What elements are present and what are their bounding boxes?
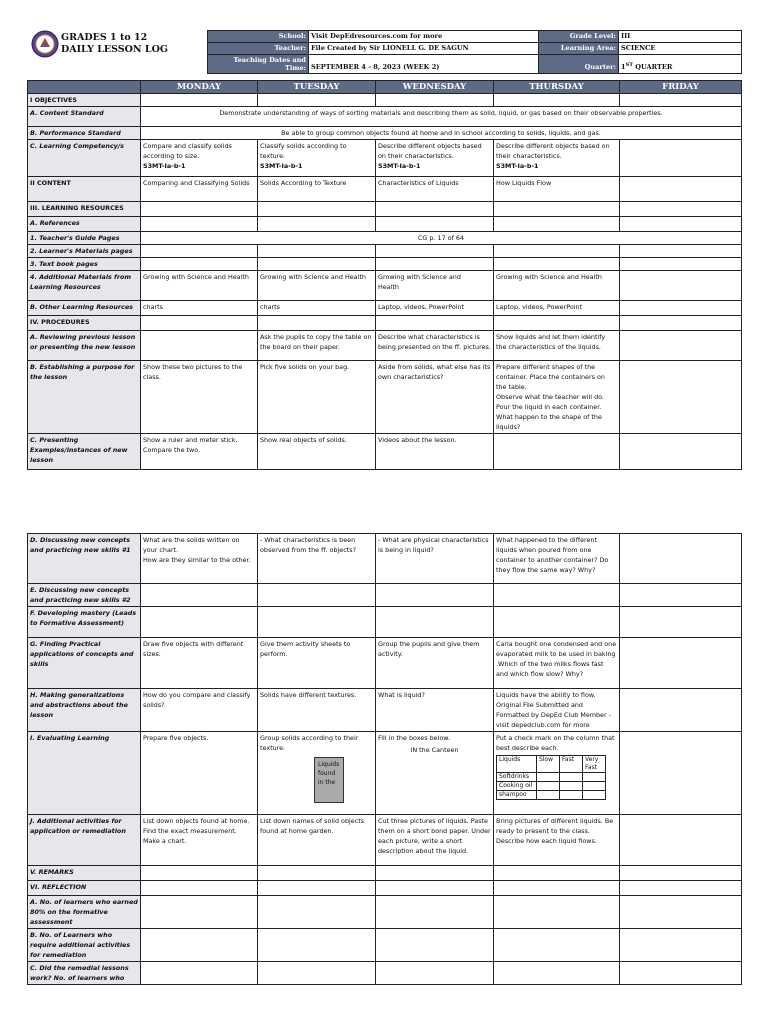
cell-wednesday: Cut three pictures of liquids. Paste them on a short bond paper. Under each picture, write a short description about the liquid.: [376, 815, 494, 866]
row-ii-content: [28, 177, 742, 202]
cell-thursday: [494, 316, 620, 331]
cell-line: Observe what the teacher will do. Pour the liquid in each container. What happen to the shape of the liquids?: [496, 393, 604, 431]
day-header-monday: MONDAY: [141, 81, 258, 94]
cell-thursday: [494, 245, 620, 258]
dates-label-line-2: Time:: [284, 64, 306, 72]
row-a-no-of-learners-who-earned-80-on-the-fo: [28, 896, 742, 929]
row-e-discussing-new-concepts-and-practicing: [28, 584, 742, 607]
cell-line: S3MT-Ia-b-1: [378, 162, 421, 170]
header-info-table: [207, 30, 742, 74]
title-line-1: GRADES 1 to 12: [61, 32, 148, 43]
cell-tuesday: [258, 316, 376, 331]
cell-wednesday: What is liquid?: [376, 689, 494, 732]
cell-friday: [620, 271, 742, 301]
cell-wednesday: - What are physical characteristics is being in liquid?: [376, 534, 494, 584]
row-label: VI. REFLECTION: [28, 881, 141, 896]
row-4-additional-materials-from-learning-res: [28, 271, 742, 301]
row-label: E. Discussing new concepts and practicing new skills #2: [28, 584, 141, 607]
cell-friday: [620, 962, 742, 985]
cell-monday: [141, 929, 258, 962]
cell-tuesday: Solids have different textures.: [258, 689, 376, 732]
mini-check-cell: [560, 791, 583, 800]
dates-label: [208, 55, 309, 74]
cell-monday: Growing with Science and Health: [141, 271, 258, 301]
cell-wednesday: [376, 962, 494, 985]
day-header-row: [28, 81, 742, 94]
row-3-text-book-pages: [28, 258, 742, 271]
mini-header-fast: Fast: [560, 756, 583, 773]
cell-line: How are they similar to the other.: [143, 556, 251, 564]
cell-tuesday: Solids According to Texture: [258, 177, 376, 202]
cell-thursday: Growing with Science and Health: [494, 271, 620, 301]
cell-monday: How do you compare and classify solids?: [141, 689, 258, 732]
cell-tuesday: charts: [258, 301, 376, 316]
cell-monday: [141, 202, 258, 217]
row-label: I. Evaluating Learning: [28, 732, 141, 815]
cell-tuesday: [258, 217, 376, 232]
cell-thursday: [494, 896, 620, 929]
cell-tuesday: Pick five solids on your bag.: [258, 361, 376, 434]
cell-line: Compare and classify solids according to size.: [143, 142, 232, 160]
cell-monday: [141, 258, 258, 271]
day-header-tuesday: TUESDAY: [258, 81, 376, 94]
cell-tuesday: [258, 607, 376, 638]
row-span-cell: Demonstrate understanding of ways of sorting materials and describing them as solid, liquid, or gas based on their observable properties.: [141, 107, 742, 127]
cell-tuesday: Give them activity sheets to perform.: [258, 638, 376, 689]
cell-friday: [620, 94, 742, 107]
area-label: Learning Area:: [539, 43, 619, 55]
cell-thursday: [494, 140, 620, 177]
row-c-presenting-examples-instances-of-new-l: [28, 434, 742, 470]
cell-thursday: Put a check mark on the column that best describe each. Liquids Slow Fast Very Fast Softdrinks Cooking oil shampoo: [494, 732, 620, 815]
cell-thursday: [494, 258, 620, 271]
row-label: III. LEARNING RESOURCES: [28, 202, 141, 217]
corner-cell: [28, 81, 141, 94]
grade-label: Grade Level:: [539, 31, 619, 43]
row-label: II CONTENT: [28, 177, 141, 202]
mini-header-very-fast: Very Fast: [583, 756, 606, 773]
row-span-cell: Be able to group common objects found at home and in school according to solids, liquids, and gas.: [141, 127, 742, 140]
cell-thursday: [494, 866, 620, 881]
cell-wednesday: Group the pupils and give them activity.: [376, 638, 494, 689]
row-label: V. REMARKS: [28, 866, 141, 881]
quarter-value: [619, 55, 742, 74]
row-label: A. Reviewing previous lesson or presenting the new lesson: [28, 331, 141, 361]
row-v-remarks: [28, 866, 742, 881]
cell-friday: [620, 584, 742, 607]
cell-friday: [620, 301, 742, 316]
cell-wednesday: [376, 866, 494, 881]
liquid-flow-check-table: [496, 755, 606, 800]
cell-thursday: [494, 202, 620, 217]
cell-line: Describe different objects based on their characteristics.: [378, 142, 482, 160]
cell-monday: [141, 896, 258, 929]
cell-tuesday: [258, 202, 376, 217]
cell-line: Health: [378, 283, 399, 291]
cell-monday: [141, 534, 258, 584]
row-label: B. No. of Learners who require additional activities for remediation: [28, 929, 141, 962]
cell-friday: [620, 689, 742, 732]
cell-monday: charts: [141, 301, 258, 316]
row-label: B. Establishing a purpose for the lesson: [28, 361, 141, 434]
cell-thursday: Bring pictures of different liquids. Be ready to present to the class. Describe how each liquid flows.: [494, 815, 620, 866]
row-g-finding-practical-applications-of-conc: [28, 638, 742, 689]
row-label: J. Additional activities for application or remediation: [28, 815, 141, 866]
mini-header-liquids: Liquids: [497, 756, 537, 773]
school-label: School:: [208, 31, 309, 43]
row-label: D. Discussing new concepts and practicing new skills #1: [28, 534, 141, 584]
day-header-wednesday: WEDNESDAY: [376, 81, 494, 94]
cell-line: S3MT-Ia-b-1: [496, 162, 539, 170]
mini-row-liquid: Softdrinks: [497, 773, 537, 782]
quarter-number: 1: [621, 63, 626, 71]
cell-wednesday: [376, 316, 494, 331]
mini-check-cell: [537, 782, 560, 791]
row-label: IV. PROCEDURES: [28, 316, 141, 331]
cell-monday: [141, 881, 258, 896]
mini-row: [497, 773, 606, 782]
row-a-references: [28, 217, 742, 232]
cell-thursday: [494, 361, 620, 434]
cell-monday: [141, 866, 258, 881]
cell-friday: [620, 534, 742, 584]
mini-check-cell: [537, 773, 560, 782]
row-label: A. No. of learners who earned 80% on the formative assessment: [28, 896, 141, 929]
quarter-word: QUARTER: [632, 63, 673, 71]
cell-monday: List down objects found at home. Find the exact measurement. Make a chart.: [141, 815, 258, 866]
cell-monday: [141, 245, 258, 258]
cell-monday: Show a ruler and meter stick. Compare the two.: [141, 434, 258, 470]
row-span-cell: CG p. 17 of 64: [141, 232, 742, 245]
cell-wednesday: Describe what characteristics is being presented on the ff. pictures.: [376, 331, 494, 361]
cell-line: What are the solids written on your chart.: [143, 536, 240, 554]
row-a-reviewing-previous-lesson-or-presentin: [28, 331, 742, 361]
row-label: 2. Learner's Materials pages: [28, 245, 141, 258]
cell-line: Prepare different shapes of the container. Place the containers on the table.: [496, 363, 605, 391]
cell-thursday: [494, 434, 620, 470]
cell-line: Describe different objects based on their characteristics.: [496, 142, 610, 160]
cell-line: S3MT-Ia-b-1: [260, 162, 303, 170]
lesson-log-table-part-2: [27, 533, 742, 985]
cell-wednesday: [376, 584, 494, 607]
cell-tuesday: [258, 962, 376, 985]
cell-tuesday: [258, 929, 376, 962]
cell-friday: [620, 140, 742, 177]
row-label: A. Content Standard: [28, 107, 141, 127]
cell-thursday: Laptop, videos, PowerPoint: [494, 301, 620, 316]
cell-tuesday: [258, 584, 376, 607]
teacher-label: Teacher:: [208, 43, 309, 55]
row-label: F. Developing mastery (Leads to Formative Assessment): [28, 607, 141, 638]
cell-thursday: [494, 584, 620, 607]
cell-thursday: [494, 962, 620, 985]
liquids-sticker-box: Liquids found in the: [314, 757, 344, 803]
cell-tuesday: [258, 896, 376, 929]
row-label: B. Other Learning Resources: [28, 301, 141, 316]
cell-friday: [620, 866, 742, 881]
row-f-developing-mastery-leads-to-formative-: [28, 607, 742, 638]
cell-monday: Draw five objects with different sizes.: [141, 638, 258, 689]
cell-tuesday: Growing with Science and Health: [258, 271, 376, 301]
row-label: A. References: [28, 217, 141, 232]
row-c-did-the-remedial-lessons-work-no-of-le: [28, 962, 742, 985]
cell-wednesday: [376, 881, 494, 896]
cell-friday: [620, 732, 742, 815]
row-label: C. Presenting Examples/instances of new lesson: [28, 434, 141, 470]
row-2-learner-s-materials-pages: [28, 245, 742, 258]
cell-friday: [620, 881, 742, 896]
cell-line: Original File Submitted and Formatted by DepEd Club Member - visit depedclub.com for more: [496, 701, 611, 729]
cell-tuesday: [258, 94, 376, 107]
row-i-objectives: [28, 94, 742, 107]
cell-thursday: Show liquids and let them identify the characteristics of the liquids.: [494, 331, 620, 361]
mini-row-liquid: Cooking oil: [497, 782, 537, 791]
cell-wednesday: [376, 271, 494, 301]
row-d-discussing-new-concepts-and-practicing: [28, 534, 742, 584]
mini-check-cell: [583, 782, 606, 791]
cell-wednesday: [376, 140, 494, 177]
cell-line: S3MT-Ia-b-1: [143, 162, 186, 170]
mini-row-liquid: shampoo: [497, 791, 537, 800]
cell-thursday: How Liquids Flow: [494, 177, 620, 202]
cell-friday: [620, 607, 742, 638]
cell-monday: [141, 584, 258, 607]
day-header-friday: FRIDAY: [620, 81, 742, 94]
row-vi-reflection: [28, 881, 742, 896]
row-iv-procedures: [28, 316, 742, 331]
area-value: SCIENCE: [619, 43, 742, 55]
cell-tuesday: - What characteristics is been observed from the ff. objects?: [258, 534, 376, 584]
cell-thursday: Carla bought one condensed and one evaporated milk to be used in baking .Which of the two milks flows fast and which flow slow? Why?: [494, 638, 620, 689]
lesson-log-table-part-1: [27, 80, 742, 470]
row-label: H. Making generalizations and abstractions about the lesson: [28, 689, 141, 732]
row-label: C. Did the remedial lessons work? No. of learners who: [28, 962, 141, 985]
cell-friday: [620, 361, 742, 434]
cell-monday: [141, 140, 258, 177]
cell-friday: [620, 245, 742, 258]
row-iii-learning-resources: [28, 202, 742, 217]
cell-monday: Prepare five objects.: [141, 732, 258, 815]
cell-monday: [141, 331, 258, 361]
day-header-thursday: THURSDAY: [494, 81, 620, 94]
row-h-making-generalizations-and-abstraction: [28, 689, 742, 732]
row-b-other-learning-resources: [28, 301, 742, 316]
cell-thursday: [494, 217, 620, 232]
cell-tuesday: Ask the pupils to copy the table on the board on their paper.: [258, 331, 376, 361]
cell-friday: [620, 202, 742, 217]
cell-friday: [620, 177, 742, 202]
mini-header-slow: Slow: [537, 756, 560, 773]
cell-thursday: [494, 607, 620, 638]
school-value: Visit DepEdresources.com for more: [309, 31, 539, 43]
row-1-teacher-s-guide-pages: [28, 232, 742, 245]
cell-tuesday: [258, 881, 376, 896]
row-a-content-standard: [28, 107, 742, 127]
quarter-suffix: ST: [625, 61, 633, 68]
row-c-learning-competency-s: [28, 140, 742, 177]
cell-tuesday: [258, 258, 376, 271]
cell-friday: [620, 434, 742, 470]
cell-monday: [141, 607, 258, 638]
cell-monday: Show these two pictures to the class.: [141, 361, 258, 434]
cell-thursday: [494, 929, 620, 962]
dates-value: SEPTEMBER 4 - 8, 2023 (WEEK 2): [309, 55, 539, 74]
row-label: C. Learning Competency/s: [28, 140, 141, 177]
row-b-establishing-a-purpose-for-the-lesson: [28, 361, 742, 434]
cell-monday: [141, 94, 258, 107]
cell-monday: Comparing and Classifying Solids: [141, 177, 258, 202]
cell-tuesday: Group solids according to their texture. Liquids found in the: [258, 732, 376, 815]
quarter-label: Quarter:: [539, 55, 619, 74]
document-title: [61, 32, 168, 56]
cell-line: Liquids have the ability to flow.: [496, 691, 596, 699]
cell-wednesday: [376, 896, 494, 929]
mini-check-cell: [583, 773, 606, 782]
teacher-value: File Created by Sir LIONELL G. DE SAGUN: [309, 43, 539, 55]
cell-wednesday: [376, 258, 494, 271]
dates-label-line-1: Teaching Dates and: [233, 56, 306, 64]
deped-seal-icon: [31, 30, 59, 58]
cell-line: Classify solids according to texture.: [260, 142, 347, 160]
cell-tuesday: [258, 140, 376, 177]
cell-wednesday: [376, 929, 494, 962]
cell-wednesday: Aside from solids, what else has its own characteristics?: [376, 361, 494, 434]
cell-friday: [620, 638, 742, 689]
mini-row: [497, 791, 606, 800]
cell-wednesday: [376, 94, 494, 107]
cell-friday: [620, 815, 742, 866]
mini-check-cell: [583, 791, 606, 800]
row-label: 3. Text book pages: [28, 258, 141, 271]
cell-line: Growing with Science and: [378, 273, 461, 281]
row-label: 4. Additional Materials from Learning Resources: [28, 271, 141, 301]
cell-friday: [620, 217, 742, 232]
cell-friday: [620, 929, 742, 962]
row-label: 1. Teacher's Guide Pages: [28, 232, 141, 245]
cell-wednesday: Videos about the lesson.: [376, 434, 494, 470]
cell-wednesday: Laptop, videos, PowerPoint: [376, 301, 494, 316]
cell-wednesday: [376, 202, 494, 217]
cell-tuesday: List down names of solid objects found at home garden.: [258, 815, 376, 866]
cell-wednesday: [376, 217, 494, 232]
cell-friday: [620, 896, 742, 929]
title-line-2: DAILY LESSON LOG: [61, 44, 168, 55]
cell-wednesday: Characteristics of Liquids: [376, 177, 494, 202]
mini-check-cell: [537, 791, 560, 800]
cell-tuesday: Show real objects of solids.: [258, 434, 376, 470]
row-j-additional-activities-for-application-: [28, 815, 742, 866]
cell-thursday: [494, 94, 620, 107]
cell-wednesday: Fill in the boxes below. IN the Canteen: [376, 732, 494, 815]
mini-check-cell: [560, 773, 583, 782]
mini-check-cell: [560, 782, 583, 791]
row-label: B. Performance Standard: [28, 127, 141, 140]
cell-friday: [620, 316, 742, 331]
cell-monday: [141, 217, 258, 232]
cell-monday: [141, 962, 258, 985]
cell-tuesday: [258, 245, 376, 258]
row-label: G. Finding Practical applications of concepts and skills: [28, 638, 141, 689]
cell-friday: [620, 258, 742, 271]
mini-header-row: [497, 756, 606, 773]
cell-thursday: What happened to the different liquids when poured from one container to another container? Do they flow the same way? Why?: [494, 534, 620, 584]
cell-wednesday: [376, 607, 494, 638]
row-i-evaluating-learning: [28, 732, 742, 815]
mini-row: [497, 782, 606, 791]
cell-thursday: [494, 689, 620, 732]
cell-monday: [141, 316, 258, 331]
row-b-no-of-learners-who-require-additional-: [28, 929, 742, 962]
row-label: I OBJECTIVES: [28, 94, 141, 107]
cell-tuesday: [258, 866, 376, 881]
cell-wednesday: [376, 245, 494, 258]
cell-friday: [620, 331, 742, 361]
row-b-performance-standard: [28, 127, 742, 140]
canteen-caption: IN the Canteen: [410, 746, 459, 754]
cell-thursday: [494, 881, 620, 896]
grade-value: III: [619, 31, 742, 43]
